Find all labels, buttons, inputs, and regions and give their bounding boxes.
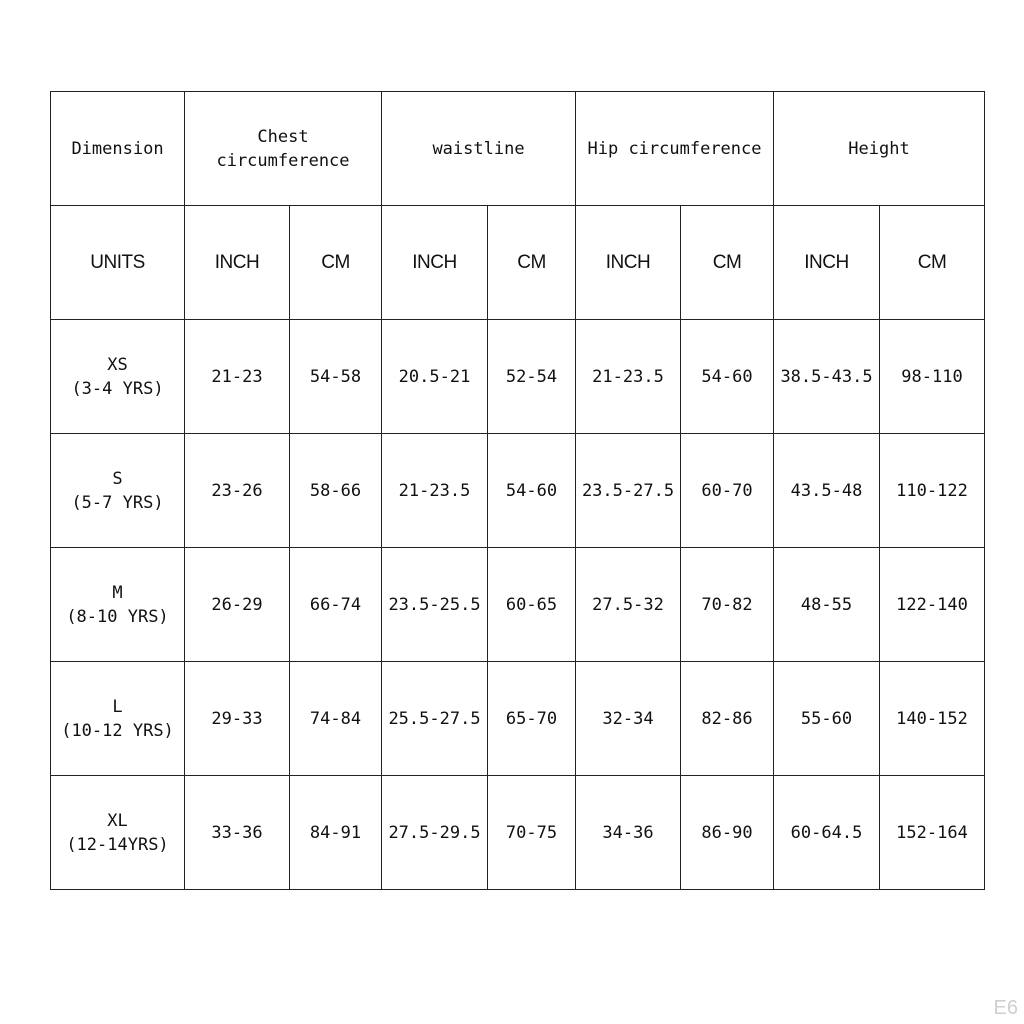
unit-chest-inch: INCH [185,206,290,320]
watermark-label: E6 [993,997,1018,1019]
table-row [51,434,985,548]
waist-inch-cell: 23.5-25.5 [382,548,488,662]
height-inch-cell: 55-60 [774,662,880,776]
chest-inch-cell: 29-33 [185,662,290,776]
header-chest-line1: Chest [257,126,309,147]
hip-inch-cell: 27.5-32 [576,548,681,662]
waist-inch-cell: 21-23.5 [382,434,488,548]
age-label: (5-7 YRS) [71,492,164,513]
header-height: Height [774,92,985,206]
header-chest-line2: circumference [216,150,350,171]
chest-cm-cell: 66-74 [290,548,382,662]
size-label: XS [107,354,128,375]
waist-cm-cell: 65-70 [488,662,576,776]
height-cm-cell: 122-140 [880,548,985,662]
waist-inch-cell: 27.5-29.5 [382,776,488,890]
chest-cm-cell: 84-91 [290,776,382,890]
size-label: L [112,696,123,717]
header-hip: Hip circumference [576,92,774,206]
age-label: (12-14YRS) [66,834,169,855]
chest-inch-cell: 23-26 [185,434,290,548]
chest-inch-cell: 33-36 [185,776,290,890]
height-cm-cell: 152-164 [880,776,985,890]
units-label: UNITS [51,206,185,320]
hip-inch-cell: 34-36 [576,776,681,890]
size-label: S [112,468,123,489]
table-row [51,776,985,890]
height-inch-cell: 48-55 [774,548,880,662]
height-cm-cell: 98-110 [880,320,985,434]
unit-hip-inch: INCH [576,206,681,320]
age-label: (10-12 YRS) [61,720,174,741]
unit-waist-cm: CM [488,206,576,320]
chest-inch-cell: 26-29 [185,548,290,662]
size-cell [51,548,185,662]
size-chart-table [50,91,985,890]
chest-cm-cell: 54-58 [290,320,382,434]
hip-inch-cell: 32-34 [576,662,681,776]
header-dimension: Dimension [51,92,185,206]
unit-height-cm: CM [880,206,985,320]
hip-cm-cell: 60-70 [681,434,774,548]
waist-cm-cell: 54-60 [488,434,576,548]
hip-inch-cell: 23.5-27.5 [576,434,681,548]
hip-cm-cell: 86-90 [681,776,774,890]
size-cell [51,776,185,890]
size-cell [51,320,185,434]
height-cm-cell: 110-122 [880,434,985,548]
table-row [51,662,985,776]
hip-cm-cell: 70-82 [681,548,774,662]
size-cell [51,434,185,548]
size-label: XL [107,810,128,831]
waist-cm-cell: 70-75 [488,776,576,890]
header-waist: waistline [382,92,576,206]
size-label: M [112,582,123,603]
size-cell [51,662,185,776]
unit-waist-inch: INCH [382,206,488,320]
hip-cm-cell: 82-86 [681,662,774,776]
chest-inch-cell: 21-23 [185,320,290,434]
table-row [51,548,985,662]
hip-inch-cell: 21-23.5 [576,320,681,434]
hip-cm-cell: 54-60 [681,320,774,434]
unit-height-inch: INCH [774,206,880,320]
chest-cm-cell: 74-84 [290,662,382,776]
header-row [51,92,985,206]
waist-inch-cell: 20.5-21 [382,320,488,434]
chest-cm-cell: 58-66 [290,434,382,548]
units-row [51,206,985,320]
height-inch-cell: 60-64.5 [774,776,880,890]
header-chest [185,92,382,206]
waist-cm-cell: 52-54 [488,320,576,434]
age-label: (8-10 YRS) [66,606,169,627]
height-inch-cell: 43.5-48 [774,434,880,548]
height-inch-cell: 38.5-43.5 [774,320,880,434]
unit-chest-cm: CM [290,206,382,320]
age-label: (3-4 YRS) [71,378,164,399]
table-row [51,320,985,434]
waist-cm-cell: 60-65 [488,548,576,662]
unit-hip-cm: CM [681,206,774,320]
height-cm-cell: 140-152 [880,662,985,776]
waist-inch-cell: 25.5-27.5 [382,662,488,776]
